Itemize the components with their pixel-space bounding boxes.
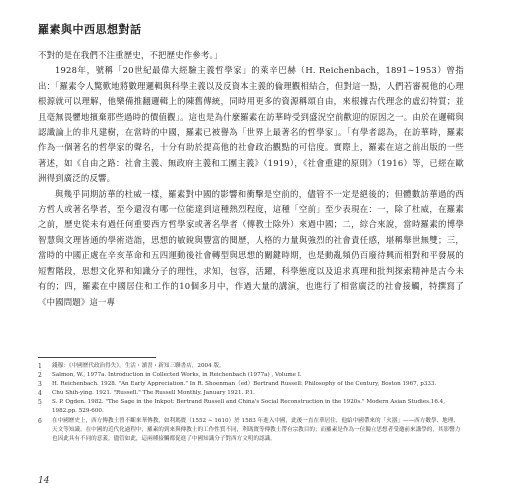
body-text — [38, 48, 464, 310]
footnote — [38, 371, 464, 380]
footnote-divider — [38, 357, 156, 358]
footnote — [38, 417, 464, 444]
page-number: 14 — [38, 476, 50, 486]
paragraph: 與幾乎同期訪華的杜威一樣，羅素對中國的影響和衝擊是空前的，儘管不一定是絕後的；但體數訪華過的西方哲人或著名學者，至今還沒有哪一位能達到這種熱烈程度，這種「空前」至少表現在：一，除了杜威，在羅素之前，歷史從未有過任何重要西方哲學家或著名學者（傳教士除外）來過中國；二，綜合來說，當時羅素的博學智慧與文理皆通的學術造詣，思想的敏銳與豐富的閱歷，人格的力量與強烈的社會責任感，堪稱舉世無雙；三，當時的中國正處在辛亥革命和五四運動後社會轉型與思想的關鍵時期，也是動亂頻仍百廢待興而相對和平發展的短暫階段，思想文化界和知識分子的理性，求知，包容，活躍，科學態度以及追求真理和批判探索精神是古今未有的；四，羅素在中國居住和工作的10個多月中，作過大量的講演，也進行了相當廣泛的社會接觸，特撰寫了《中國問題》這一專 — [38, 188, 464, 307]
footnote-mark: 2 — [38, 372, 42, 380]
footnotes — [38, 362, 464, 444]
running-head: 羅素與中西思想對話 — [38, 23, 142, 36]
footnote-mark: 6 — [38, 417, 42, 425]
footnote-mark: 4 — [38, 390, 42, 398]
footnote-text: 在中國歷史上，西方傳教士曾不斷來華傳教，如利瑪竇（1552 ∼ 1610）於 1583 年進入中國，此後一直在華居住，他給中國帶來的「火器」——西方數學、地理、天文等知識。在中國的近代化過程中，羅素的到來與傳教士的工作性質不同，利瑪竇等傳教士帶有宗教目的；而羅素是作為一位獨立思想者受邀前來講學的，其影響力也因此具有不同的意義。儘管如此，這兩種接觸都促進了中國知識分子對西方文明的認識。 — [52, 417, 461, 442]
footnote-text: Salmon, W., 1977a. Introduction in Collected Works, in Reichenbach (1977a) , Volume I. — [52, 372, 302, 379]
footnote-mark: 3 — [38, 381, 42, 389]
footnote-text: Chu Shih-ying. 1921. "Russell." The Russell Monthly. January 1921. P.1. — [52, 390, 255, 397]
footnote — [38, 362, 464, 371]
footnote-text: H. Reichenbach. 1928. "An Early Appreciation." In R. Shoenman（ed）Bertrand Russell: Philosophy of the Century, Boston 1967, p333. — [52, 381, 437, 388]
footnote — [38, 389, 464, 398]
footnote-text: S. P. Ogden. 1982. "The Sage in the Inkpot: Bertrand Russell and China's Social Reconstruction in the 1920s." Modern Asian Studies.16.4, 1982.pp. 529-600. — [52, 399, 446, 415]
paragraph: 1928年，號稱「20世紀最偉大經驗主義哲學家」的萊辛巴赫（H. Reichenbach，1891∼1953）曾指出：「羅素令人驚歎地將數理邏輯與科學主義以及反資本主義的倫理觀相結合，但對這一點，人們若審視他的心理根源就可以理解，他樂備推翻邏輯上的陳舊傳統，同時用更多的資源稱頌自由，來根據古代理念的虛幻特質；並且毫無畏懼地擯棄那些過時的價值觀」。這也是為什麼羅素在訪華時受到盛況空前歡迎的原因之一。由於在邏輯與認識論上的非凡建樹，在當時的中國，羅素已被譽為「世界上最著名的哲學家」。「有學者認為，在訪華時，羅素作為一個著名的哲學家的聲名，十分有助於提高他的社會政治觀點的可信度。實際上，羅素在這之前出版的一些著述，如《自由之路：社會主義、無政府主義和工團主義》（1919），《社會重建的原則》（1916）等，已經在歐洲得到廣泛的反響。 — [38, 65, 464, 184]
footnote — [38, 398, 464, 416]
footnote-mark: 5 — [38, 399, 42, 407]
footnote — [38, 380, 464, 389]
footnote-text: 錢穆：《中國歷代政治得失》，生活・讀書・新知三聯書店，2004 版。 — [52, 363, 225, 369]
footnote-mark: 1 — [38, 363, 42, 370]
paragraph: 不對的是在我們不注重歷史，不把歷史作參考。」 — [38, 50, 223, 60]
